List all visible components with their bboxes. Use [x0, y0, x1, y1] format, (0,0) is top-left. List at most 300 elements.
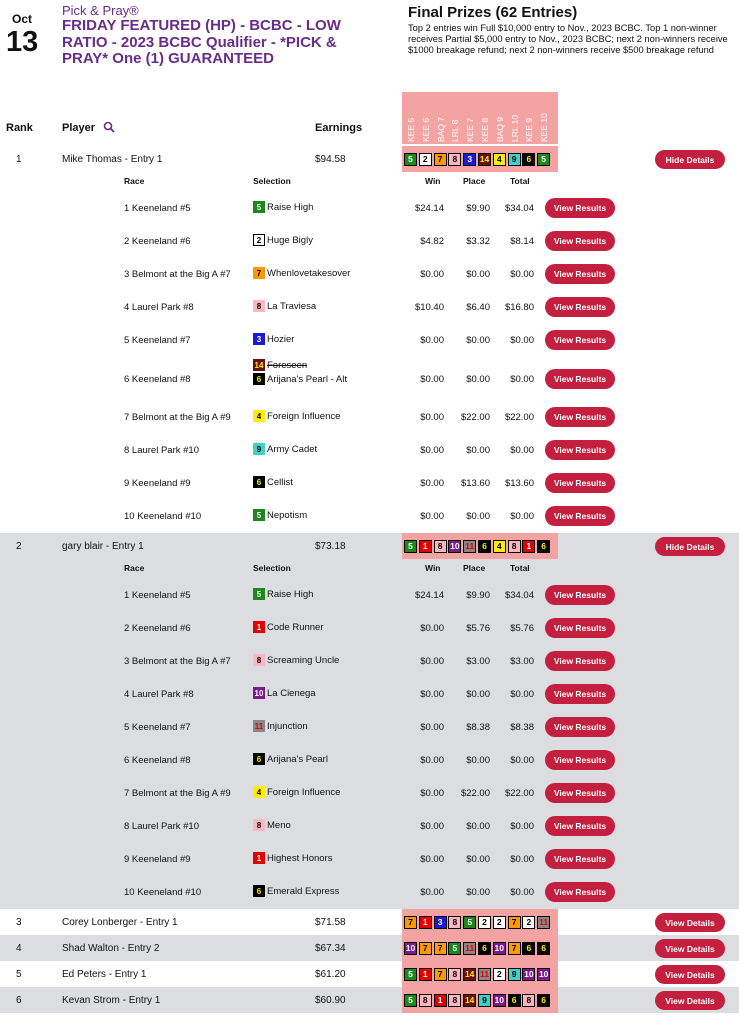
race-name: 6 Keeneland #8	[124, 374, 191, 385]
pick-number-badge: 8	[448, 968, 461, 981]
selection-line	[253, 333, 294, 345]
race-detail-row	[0, 843, 739, 876]
saddle-cloth-number: 6	[253, 885, 265, 897]
view-results-button[interactable]: View Results	[545, 440, 615, 460]
entry-earnings: $67.34	[315, 943, 346, 954]
pick-number-badge: 6	[522, 153, 535, 166]
pick-number-badge: 9	[508, 153, 521, 166]
horse-name: Foreseen	[267, 359, 308, 371]
selection-cell	[253, 720, 308, 734]
pick-number-badge: 6	[537, 942, 550, 955]
race-detail-row	[0, 645, 739, 678]
entry-rank: 5	[16, 969, 22, 980]
horse-name: Nepotism	[267, 509, 308, 521]
details-header-place: Place	[463, 563, 486, 573]
win-amount: $0.00	[420, 335, 444, 346]
entry-player-name[interactable]: Mike Thomas - Entry 1	[62, 154, 163, 165]
pick-number-badge: 2	[493, 968, 506, 981]
win-amount: $0.00	[420, 788, 444, 799]
view-results-button[interactable]: View Results	[545, 750, 615, 770]
horse-name: Emerald Express	[267, 885, 340, 897]
pick-number-badge: 2	[478, 916, 491, 929]
entry-rank: 3	[16, 917, 22, 928]
pick-number-badge: 6	[522, 942, 535, 955]
entry-picks-strip	[402, 533, 558, 559]
horse-name: Huge Bigly	[267, 234, 313, 246]
win-amount: $0.00	[420, 374, 444, 385]
place-amount: $0.00	[466, 854, 490, 865]
search-icon[interactable]	[103, 121, 115, 133]
pick-number-badge: 8	[522, 994, 535, 1007]
pick-number-badge: 11	[465, 943, 475, 953]
race-column-header	[463, 92, 478, 144]
race-detail-row	[0, 434, 739, 467]
entry-row	[0, 961, 739, 987]
pick-number-badge: 1	[419, 916, 432, 929]
race-column-label: KEE 5	[406, 117, 416, 142]
race-column-header	[448, 92, 463, 144]
race-detail-row	[0, 225, 739, 258]
saddle-cloth-number: 4	[253, 410, 265, 422]
view-results-button[interactable]: View Results	[545, 506, 615, 526]
race-name: 9 Keeneland #9	[124, 854, 191, 865]
view-results-button[interactable]: View Results	[545, 330, 615, 350]
pick-number-badge: 5	[404, 994, 417, 1007]
entry-player-name[interactable]: Ed Peters - Entry 1	[62, 969, 147, 980]
place-amount: $0.00	[466, 887, 490, 898]
details-header-win: Win	[425, 176, 441, 186]
race-column-label: BAQ 7	[435, 116, 446, 142]
horse-name: Arijana's Pearl - Alt	[267, 373, 347, 385]
pick-number-badge: 11	[539, 917, 549, 927]
pick-number-badge: 8	[434, 540, 447, 553]
place-amount: $0.00	[466, 374, 490, 385]
horse-name: Whenlovetakesover	[267, 267, 351, 279]
entry-picks-strip	[402, 146, 558, 172]
race-column-header	[419, 92, 434, 144]
race-column-label: KEE 8	[479, 117, 490, 142]
total-amount: $0.00	[510, 821, 534, 832]
view-results-button[interactable]: View Results	[545, 618, 615, 638]
pick-number-badge: 10	[538, 969, 549, 979]
pick-number-badge: 7	[419, 942, 432, 955]
hide-details-button[interactable]: Hide Details	[655, 150, 725, 169]
selection-line	[253, 267, 350, 279]
race-column-headers	[402, 92, 558, 144]
pick-number-badge: 2	[493, 916, 506, 929]
pick-number-badge: 11	[479, 969, 489, 979]
view-results-button[interactable]: View Results	[545, 407, 615, 427]
saddle-cloth-number: 5	[253, 509, 265, 521]
pick-number-badge: 7	[508, 942, 521, 955]
pick-number-badge: 5	[448, 942, 461, 955]
total-amount: $0.00	[510, 755, 534, 766]
view-results-button[interactable]: View Results	[545, 684, 615, 704]
race-detail-row	[0, 324, 739, 357]
pick-number-badge: 1	[419, 968, 432, 981]
total-amount: $22.00	[504, 788, 534, 799]
place-amount: $0.00	[466, 445, 490, 456]
entry-row	[0, 935, 739, 961]
horse-name: Cellist	[267, 476, 293, 488]
win-amount: $24.14	[414, 203, 444, 214]
pick-number-badge: 7	[434, 968, 447, 981]
entry-player-name[interactable]: gary blair - Entry 1	[62, 541, 144, 552]
race-column-header	[478, 92, 493, 144]
entry-row	[0, 146, 739, 172]
total-amount: $0.00	[510, 689, 534, 700]
total-amount: $0.00	[510, 887, 534, 898]
entry-earnings: $73.18	[315, 541, 346, 552]
race-column-label: BAQ 9	[494, 116, 505, 142]
view-results-button[interactable]: View Results	[545, 369, 615, 389]
pick-number-badge: 4	[493, 153, 506, 166]
entry-earnings: $94.58	[315, 154, 346, 165]
horse-name: Arijana's Pearl	[267, 753, 328, 765]
pick-number-badge: 6	[478, 540, 491, 553]
pick-number-badge: 7	[404, 916, 417, 929]
selection-cell	[253, 300, 316, 314]
total-amount: $13.60	[504, 478, 534, 489]
pick-number-badge: 6	[478, 942, 491, 955]
race-column-header	[537, 92, 552, 144]
earnings-column-header: Earnings	[315, 122, 363, 134]
saddle-cloth-number: 8	[253, 654, 265, 666]
selection-cell	[253, 654, 339, 668]
win-amount: $0.00	[420, 511, 444, 522]
race-column-header	[508, 92, 523, 144]
saddle-cloth-number: 4	[253, 786, 265, 798]
race-name: 6 Keeneland #8	[124, 755, 191, 766]
pick-number-badge: 1	[522, 540, 535, 553]
saddle-cloth-number: 5	[253, 201, 265, 213]
race-name: 4 Laurel Park #8	[124, 689, 194, 700]
view-results-button[interactable]: View Results	[545, 297, 615, 317]
pick-number-badge: 7	[508, 916, 521, 929]
pick-number-badge: 3	[434, 916, 447, 929]
race-column-header	[404, 92, 419, 144]
saddle-cloth-number: 9	[253, 443, 265, 455]
race-detail-row	[0, 777, 739, 810]
race-name: 5 Keeneland #7	[124, 722, 191, 733]
total-amount: $0.00	[510, 445, 534, 456]
details-header-selection: Selection	[253, 176, 291, 186]
view-results-button[interactable]: View Results	[545, 783, 615, 803]
total-amount: $8.38	[510, 722, 534, 733]
place-amount: $0.00	[466, 269, 490, 280]
details-header-row	[0, 172, 739, 192]
selection-cell	[253, 687, 316, 701]
selection-line	[253, 443, 317, 455]
pick-number-badge: 10	[494, 995, 505, 1005]
saddle-cloth-number: 7	[253, 267, 265, 279]
hide-details-button[interactable]: Hide Details	[655, 537, 725, 556]
race-detail-row	[0, 612, 739, 645]
view-results-button[interactable]: View Results	[545, 717, 615, 737]
pick-number-badge: 8	[448, 153, 461, 166]
race-name: 1 Keeneland #5	[124, 203, 191, 214]
view-details-button[interactable]: View Details	[655, 939, 725, 958]
selection-line	[253, 359, 307, 371]
win-amount: $0.00	[420, 689, 444, 700]
pick-number-badge: 14	[464, 969, 475, 979]
prizes-description: Top 2 entries win Full $10,000 entry to Nov., 2023 BCBC. Top 1 non-winner receives Partial $5,000 entry to Nov., 2023 BCBC; next 2 non-winners receive $1000 breakage refund; next 2 non-winners receive $500 breakage refund	[408, 23, 728, 55]
entry-row	[0, 533, 739, 559]
entry-picks-strip	[402, 987, 558, 1013]
race-detail-row	[0, 192, 739, 225]
pick-number-badge: 5	[404, 968, 417, 981]
total-amount: $0.00	[510, 511, 534, 522]
pick-number-badge: 14	[479, 154, 490, 164]
pick-number-badge: 14	[464, 995, 475, 1005]
details-header-place: Place	[463, 176, 486, 186]
entry-picks-strip	[402, 935, 558, 961]
entry-player-name[interactable]: Kevan Strom - Entry 1	[62, 995, 161, 1006]
win-amount: $0.00	[420, 445, 444, 456]
view-results-button[interactable]: View Results	[545, 882, 615, 902]
view-results-button[interactable]: View Results	[545, 651, 615, 671]
details-header-row	[0, 559, 739, 579]
pick-number-badge: 7	[434, 153, 447, 166]
race-detail-row	[0, 467, 739, 500]
selection-line	[253, 588, 313, 600]
place-amount: $3.32	[466, 236, 490, 247]
race-column-label: LRL 8	[450, 119, 461, 142]
win-amount: $4.82	[420, 236, 444, 247]
view-results-button[interactable]: View Results	[545, 816, 615, 836]
race-detail-row	[0, 357, 739, 401]
selection-cell	[253, 443, 317, 457]
column-headers	[0, 92, 739, 144]
selection-line	[253, 786, 340, 798]
prizes-heading: Final Prizes (62 Entries)	[408, 4, 578, 21]
race-detail-row	[0, 744, 739, 777]
selection-line	[253, 852, 332, 864]
race-name: 10 Keeneland #10	[124, 887, 202, 898]
saddle-cloth-number: 6	[253, 753, 265, 765]
race-column-label: KEE 7	[465, 117, 476, 142]
race-name: 7 Belmont at the Big A #9	[124, 412, 231, 423]
selection-line	[253, 621, 324, 633]
pick-number-badge: 10	[494, 943, 505, 953]
place-amount: $3.00	[466, 656, 490, 667]
race-detail-row	[0, 876, 739, 909]
horse-name: La Traviesa	[267, 300, 317, 312]
pick-number-badge: 1	[419, 540, 432, 553]
horse-name: Army Cadet	[267, 443, 318, 455]
saddle-cloth-number: 1	[253, 621, 265, 633]
win-amount: $0.00	[420, 722, 444, 733]
selection-cell	[253, 410, 340, 424]
selection-cell	[253, 359, 347, 387]
rank-column-header: Rank	[6, 122, 33, 134]
saddle-cloth-number: 6	[253, 476, 265, 488]
horse-name: Highest Honors	[267, 852, 333, 864]
race-name: 2 Keeneland #6	[124, 236, 191, 247]
pick-number-badge: 10	[405, 943, 416, 953]
pick-number-badge: 9	[508, 968, 521, 981]
race-name: 8 Laurel Park #10	[124, 445, 199, 456]
entry-picks-strip	[402, 961, 558, 987]
entry-details-panel	[0, 172, 739, 533]
race-name: 5 Keeneland #7	[124, 335, 191, 346]
place-amount: $0.00	[466, 511, 490, 522]
date-day: 13	[6, 26, 39, 58]
date-month: Oct	[12, 12, 33, 26]
race-name: 8 Laurel Park #10	[124, 821, 199, 832]
details-header-win: Win	[425, 563, 441, 573]
place-amount: $8.38	[466, 722, 490, 733]
place-amount: $0.00	[466, 821, 490, 832]
win-amount: $0.00	[420, 412, 444, 423]
win-amount: $0.00	[420, 269, 444, 280]
selection-cell	[253, 786, 340, 800]
view-results-button[interactable]: View Results	[545, 231, 615, 251]
place-amount: $9.90	[466, 590, 490, 601]
race-column-header	[434, 92, 449, 144]
selection-line	[253, 373, 347, 385]
pick-number-badge: 5	[404, 153, 417, 166]
horse-name: Screaming Uncle	[267, 654, 340, 666]
horse-name: Injunction	[267, 720, 308, 732]
saddle-cloth-number: 14	[254, 360, 264, 370]
details-header-race: Race	[124, 176, 145, 186]
selection-line	[253, 201, 313, 213]
entry-player-name[interactable]: Corey Lonberger - Entry 1	[62, 917, 178, 928]
selection-line	[253, 885, 339, 897]
race-detail-row	[0, 291, 739, 324]
horse-name: Foreign Influence	[267, 786, 341, 798]
horse-name: Hozier	[267, 333, 295, 345]
entry-row	[0, 909, 739, 935]
race-column-label: KEE 6	[420, 117, 431, 142]
selection-cell	[253, 885, 339, 899]
win-amount: $0.00	[420, 478, 444, 489]
race-detail-row	[0, 401, 739, 434]
race-column-header	[493, 92, 508, 144]
selection-line	[253, 410, 340, 422]
pick-number-badge: 8	[419, 994, 432, 1007]
win-amount: $0.00	[420, 887, 444, 898]
pick-number-badge: 6	[537, 994, 550, 1007]
saddle-cloth-number: 11	[254, 721, 264, 731]
win-amount: $0.00	[420, 755, 444, 766]
saddle-cloth-number: 8	[253, 819, 265, 831]
pick-number-badge: 2	[522, 916, 535, 929]
contest-header	[0, 0, 739, 80]
pick-number-badge: 11	[465, 541, 475, 551]
race-column-label: LRL 10	[509, 114, 520, 142]
saddle-cloth-number: 3	[253, 333, 265, 345]
view-results-button[interactable]: View Results	[545, 264, 615, 284]
pick-number-badge: 8	[448, 994, 461, 1007]
selection-line	[253, 476, 293, 488]
saddle-cloth-number: 8	[253, 300, 265, 312]
place-amount: $22.00	[460, 788, 490, 799]
total-amount: $8.14	[510, 236, 534, 247]
pick-number-badge: 1	[434, 994, 447, 1007]
selection-line	[253, 300, 316, 312]
entry-player-name[interactable]: Shad Walton - Entry 2	[62, 943, 160, 954]
total-amount: $34.04	[504, 590, 534, 601]
selection-line	[253, 819, 291, 831]
pick-number-badge: 9	[478, 994, 491, 1007]
selection-cell	[253, 476, 293, 490]
selection-cell	[253, 819, 291, 833]
total-amount: $3.00	[510, 656, 534, 667]
race-name: 3 Belmont at the Big A #7	[124, 656, 231, 667]
total-amount: $22.00	[504, 412, 534, 423]
selection-cell	[253, 234, 313, 248]
selection-cell	[253, 621, 324, 635]
saddle-cloth-number: 5	[253, 588, 265, 600]
entry-earnings: $61.20	[315, 969, 346, 980]
entry-rank: 4	[16, 943, 22, 954]
place-amount: $6.40	[466, 302, 490, 313]
place-amount: $0.00	[466, 755, 490, 766]
race-name: 1 Keeneland #5	[124, 590, 191, 601]
selection-line	[253, 720, 308, 732]
place-amount: $0.00	[466, 689, 490, 700]
selection-line	[253, 654, 339, 666]
place-amount: $9.90	[466, 203, 490, 214]
view-results-button[interactable]: View Results	[545, 585, 615, 605]
race-detail-row	[0, 711, 739, 744]
details-header-race: Race	[124, 563, 145, 573]
saddle-cloth-number: 10	[254, 688, 264, 698]
entry-rank: 1	[16, 154, 22, 165]
horse-name: Code Runner	[267, 621, 324, 633]
win-amount: $24.14	[414, 590, 444, 601]
race-detail-row	[0, 678, 739, 711]
race-name: 4 Laurel Park #8	[124, 302, 194, 313]
pick-number-badge: 2	[419, 153, 432, 166]
win-amount: $0.00	[420, 821, 444, 832]
view-results-button[interactable]: View Results	[545, 198, 615, 218]
view-results-button[interactable]: View Results	[545, 849, 615, 869]
entry-earnings: $60.90	[315, 995, 346, 1006]
entry-details-panel	[0, 559, 739, 909]
horse-name: Raise High	[267, 201, 314, 213]
total-amount: $5.76	[510, 623, 534, 634]
saddle-cloth-number: 1	[253, 852, 265, 864]
total-amount: $16.80	[504, 302, 534, 313]
pick-number-badge: 6	[537, 540, 550, 553]
place-amount: $22.00	[460, 412, 490, 423]
race-name: 10 Keeneland #10	[124, 511, 202, 522]
total-amount: $0.00	[510, 269, 534, 280]
selection-line	[253, 687, 316, 699]
entry-rank: 2	[16, 541, 22, 552]
selection-line	[253, 753, 328, 765]
selection-cell	[253, 333, 294, 347]
view-details-button[interactable]: View Details	[655, 913, 725, 932]
pick-number-badge: 8	[508, 540, 521, 553]
pick-number-badge: 10	[524, 969, 534, 979]
view-results-button[interactable]: View Results	[545, 473, 615, 493]
selection-cell	[253, 852, 332, 866]
view-details-button[interactable]: View Details	[655, 991, 725, 1010]
entry-rank: 6	[16, 995, 22, 1006]
win-amount: $10.40	[414, 302, 444, 313]
race-detail-row	[0, 579, 739, 612]
horse-name: Foreign Influence	[267, 410, 341, 422]
view-details-button[interactable]: View Details	[655, 965, 725, 984]
race-name: 9 Keeneland #9	[124, 478, 191, 489]
entry-earnings: $71.58	[315, 917, 346, 928]
race-name: 3 Belmont at the Big A #7	[124, 269, 231, 280]
pick-number-badge: 7	[434, 942, 447, 955]
